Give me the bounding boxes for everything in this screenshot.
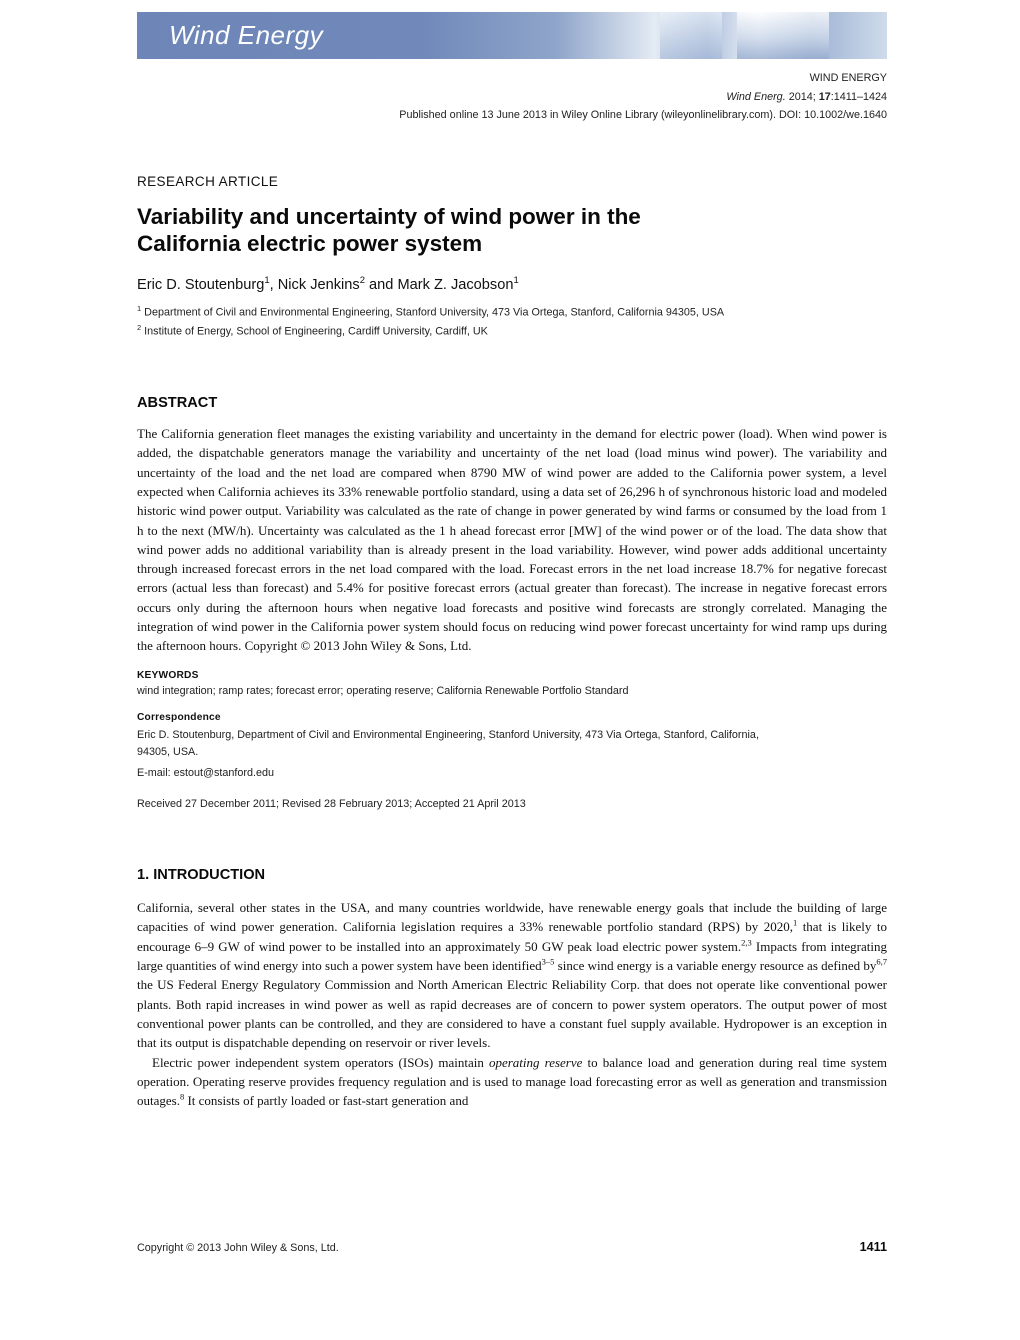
correspondence-address-line1: Eric D. Stoutenburg, Department of Civil and Environmental Engineering, Stanford University, 473 Via Ortega, Stanford, California, bbox=[137, 728, 759, 741]
author-affiliation-ref: 1 bbox=[513, 274, 519, 286]
introduction-paragraph-2 bbox=[137, 1053, 887, 1111]
author-name: Mark Z. Jacobson bbox=[397, 276, 514, 293]
journal-logo: Wind Energy bbox=[169, 20, 324, 50]
footer-copyright: Copyright © 2013 John Wiley & Sons, Ltd. bbox=[137, 1242, 339, 1254]
banner-gradient-art-icon bbox=[737, 12, 829, 59]
reference-marker: 3–5 bbox=[541, 956, 555, 967]
paragraph-text: the US Federal Energy Regulatory Commission and North American Electric Reliability Corp. that does not operate like conventional power plants. Both rapid increases in wind power as well as rapid decreases are of concern to power system operators. The output power of most conventional power plants can be controlled, and they are considered to have a constant fuel supply available. Hydropower is an exception in that its output is dispatchable depending on reservoir or river levels. bbox=[137, 977, 887, 1051]
journal-name-caps: WIND ENERGY bbox=[809, 72, 887, 84]
journal-banner bbox=[137, 12, 887, 59]
citation-year: 2014; bbox=[785, 90, 819, 103]
reference-marker: 1 bbox=[792, 918, 798, 929]
author-separator: , bbox=[269, 276, 278, 293]
correspondence-email: E-mail: estout@stanford.edu bbox=[137, 767, 274, 780]
introduction-paragraph-1 bbox=[137, 898, 887, 1052]
paragraph-text: Electric power independent system operators (ISOs) maintain bbox=[152, 1054, 489, 1070]
article-title bbox=[137, 203, 887, 258]
correspondence-heading: Correspondence bbox=[137, 711, 221, 723]
affiliation-number: 1 bbox=[137, 304, 142, 314]
affiliation-text: Institute of Energy, School of Engineering, Cardiff University, Cardiff, UK bbox=[141, 325, 488, 338]
article-title-line2: California electric power system bbox=[137, 231, 483, 257]
correspondence-address-line2: 94305, USA. bbox=[137, 745, 199, 758]
page-footer bbox=[137, 1240, 887, 1254]
affiliation-item bbox=[137, 303, 887, 321]
article-title-line1: Variability and uncertainty of wind power in the bbox=[137, 203, 641, 229]
paragraph-text: to balance load and generation during real time system operation. Operating reserve provides frequency regulation and is used to manage load forecasting error as well as generation and transmission outages. bbox=[137, 1054, 887, 1109]
reference-marker: 2,3 bbox=[741, 937, 752, 948]
paragraph-text: that is likely to encourage 6–9 GW of wind power to be installed into an approximately 50 GW peak load electric power system. bbox=[137, 919, 887, 954]
emphasized-term: operating reserve bbox=[488, 1054, 583, 1070]
paragraph-text: California, several other states in the USA, and many countries worldwide, have renewable energy goals that include the building of large capacities of wind power generation. California legislation requires a 33% renewable portfolio standard (RPS) by 2020, bbox=[137, 900, 887, 935]
correspondence-text bbox=[137, 727, 887, 762]
page-number: 1411 bbox=[859, 1240, 887, 1254]
page-content bbox=[137, 12, 887, 1110]
reference-marker: 8 bbox=[179, 1091, 185, 1102]
published-online-doi-line: Published online 13 June 2013 in Wiley Online Library (wileyonlinelibrary.com). DOI: 10.1002/we.1640 bbox=[399, 109, 887, 122]
keywords-text: wind integration; ramp rates; forecast error; operating reserve; California Renewable Portfolio Standard bbox=[137, 684, 629, 697]
citation-line bbox=[137, 88, 887, 107]
citation-pages: :1411–1424 bbox=[830, 90, 887, 103]
affiliations-block bbox=[137, 303, 887, 340]
author-name: Nick Jenkins bbox=[277, 276, 360, 293]
paragraph-text: since wind energy is a variable energy resource as defined by bbox=[554, 958, 877, 974]
affiliation-item bbox=[137, 322, 887, 340]
abstract-text: The California generation fleet manages the existing variability and uncertainty in the demand for electric power (load). When wind power is added, the dispatchable generators manage the variability and uncertainty of the net load (load minus wind power). The variability and uncertainty of the load and the net load are compared when 8790 MW of wind power are added to the California power system, a level expected when California achieves its 33% renewable portfolio standard, using a data set of 26,296 h of synchronous historic load and modeled historic wind power output. Variability was calculated as the rate of change in power generated by wind farms or consumed by the load from 1 h to the next (MW/h). Uncertainty was calculated as the 1 h ahead forecast error [MW] of the wind power or of the load. The data show that wind power adds no additional variability than is already present in the load variability. However, wind power adds additional uncertainty through increased forecast errors in the net load compared with the load. Forecast errors in the net load increase 18.7% for negative forecast errors (actual less than forecast) and 5.4% for positive forecast errors (actual greater than forecast). The increase in negative forecast errors occurs only during the afternoon hours when negative load forecasts and positive wind forecasts are strongly correlated. Managing the integration of wind power in the California power system should focus on reducing wind power forecast uncertainty for wind ramp ups during the afternoon hours. Copyright © 2013 John Wiley & Sons, Ltd. bbox=[137, 426, 887, 654]
paragraph-text: It consists of partly loaded or fast-start generation and bbox=[184, 1093, 469, 1109]
author-affiliation-ref: 1 bbox=[264, 274, 270, 286]
author-line bbox=[137, 275, 887, 293]
paragraph-text: Impacts from integrating large quantities of wind energy into such a power system have been identified bbox=[137, 938, 887, 974]
abstract-heading: ABSTRACT bbox=[137, 395, 218, 412]
author-separator: and bbox=[364, 276, 398, 293]
citation-journal-abbrev: Wind Energ. bbox=[726, 90, 786, 103]
citation-volume: 17 bbox=[818, 90, 831, 103]
publication-info bbox=[137, 69, 887, 125]
author-name: Eric D. Stoutenburg bbox=[137, 276, 265, 293]
affiliation-text: Department of Civil and Environmental Engineering, Stanford University, 473 Via Ortega, Stanford, California 94305, USA bbox=[141, 307, 725, 320]
affiliation-number: 2 bbox=[137, 322, 142, 332]
introduction-heading: 1. INTRODUCTION bbox=[137, 867, 266, 884]
reference-marker: 6,7 bbox=[876, 956, 887, 967]
author-affiliation-ref: 2 bbox=[359, 274, 365, 286]
article-type-label: RESEARCH ARTICLE bbox=[137, 173, 279, 189]
keywords-heading: KEYWORDS bbox=[137, 669, 199, 681]
banner-gradient-art-icon bbox=[660, 12, 722, 59]
article-history-line: Received 27 December 2011; Revised 28 February 2013; Accepted 21 April 2013 bbox=[137, 798, 526, 811]
